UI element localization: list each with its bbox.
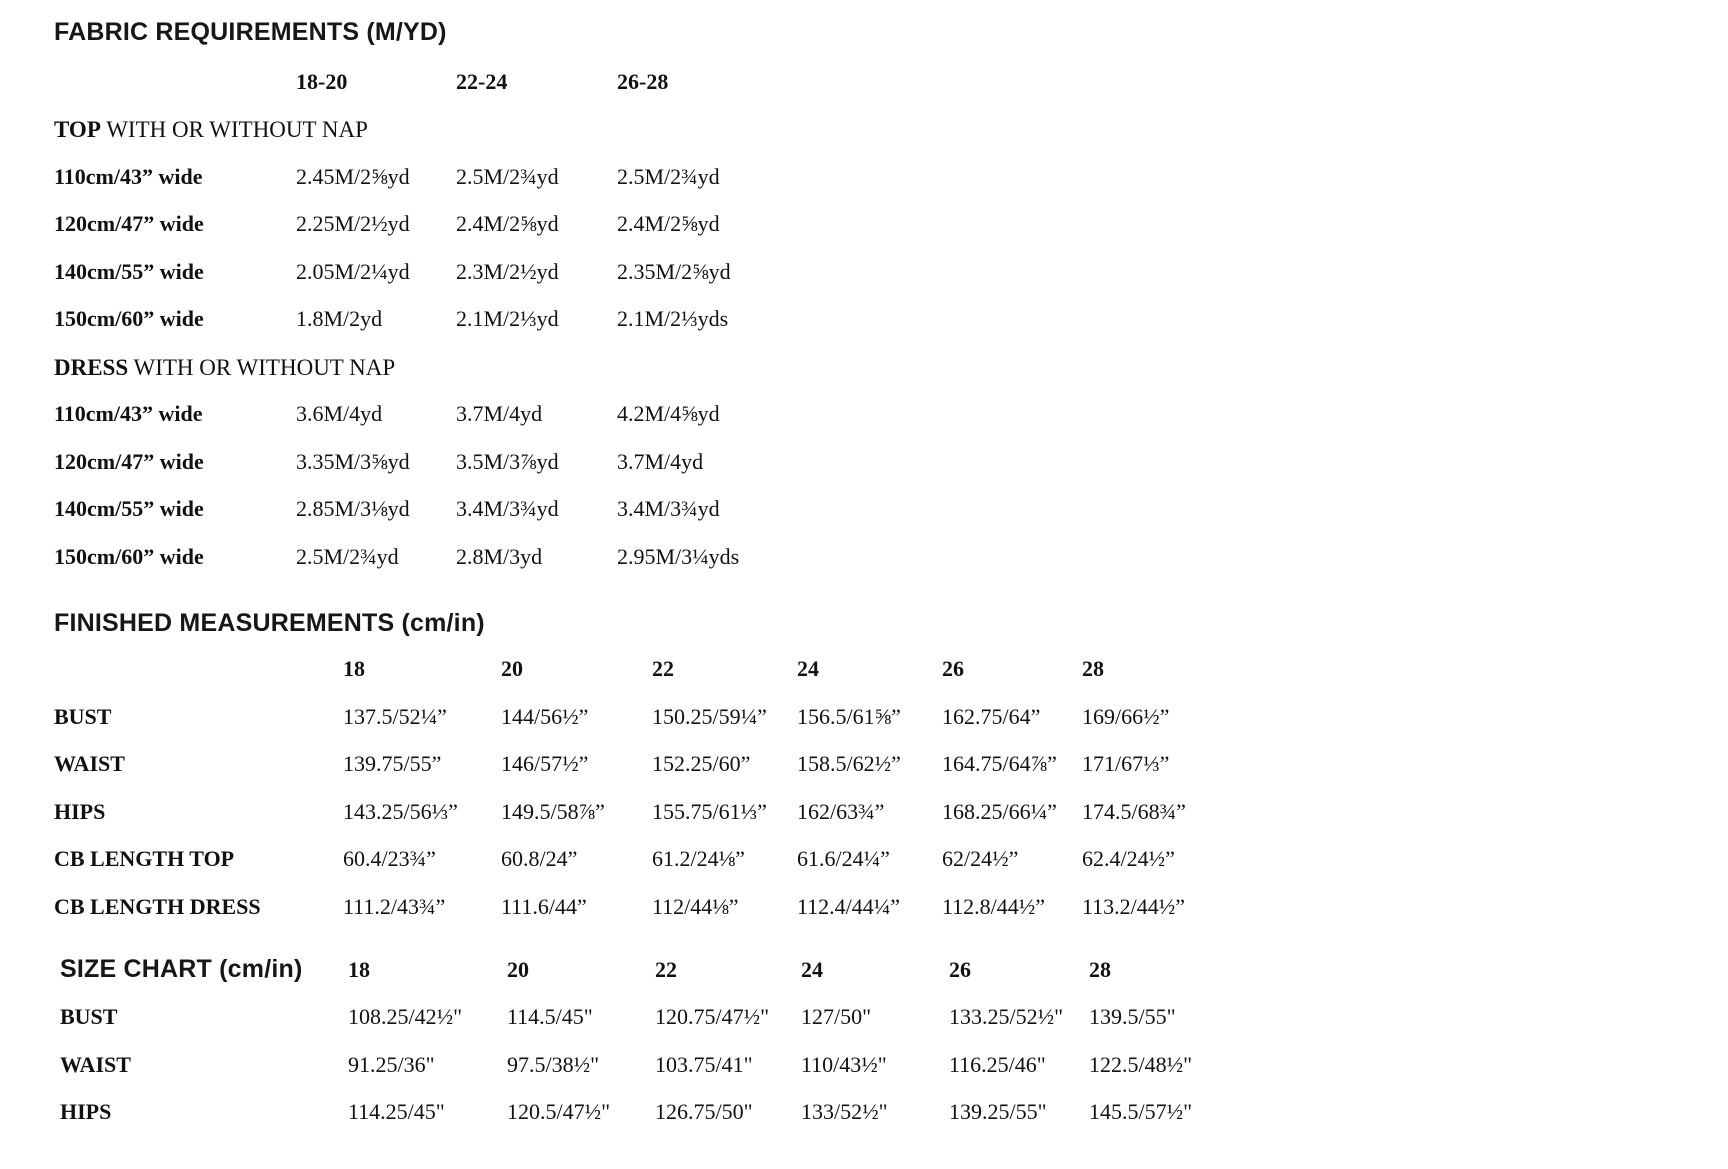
fabric-value: 2.35M/2⅝yd (617, 258, 731, 284)
fabric-value: 2.1M/2⅓yds (617, 306, 729, 332)
finished-value: 144/56½” (501, 703, 589, 729)
fabric-value: 2.85M/3⅛yd (296, 496, 410, 522)
top-section-title-bold: TOP (54, 117, 101, 143)
fabric-row-top-140 (54, 259, 1728, 307)
fabric-row-label: 110cm/43” wide (54, 401, 203, 427)
finished-value: 111.2/43¾” (343, 893, 446, 919)
size-value: 91.25/36" (348, 1051, 435, 1077)
fabric-value: 2.1M/2⅓yd (456, 306, 559, 332)
fabric-value: 2.95M/3¼yds (617, 543, 740, 569)
fabric-value: 3.6M/4yd (296, 401, 383, 427)
finished-measurements-section (54, 609, 1728, 941)
fabric-row-label: 150cm/60” wide (54, 543, 204, 569)
finished-row-hips (54, 799, 1728, 847)
size-value: 126.75/50" (655, 1099, 753, 1124)
fabric-value: 3.7M/4yd (617, 448, 704, 474)
fabric-value: 2.5M/2¾yd (456, 163, 559, 189)
fabric-value: 4.2M/4⅝yd (617, 401, 720, 427)
size-row-bust (60, 1004, 1728, 1052)
finished-row-bust (54, 704, 1728, 752)
fabric-col-header-22-24: 22-24 (456, 68, 508, 94)
finished-row-cb-length-top (54, 846, 1728, 894)
size-col-header-26: 26 (949, 957, 971, 982)
finished-value: 156.5/61⅝” (797, 703, 901, 729)
finished-value: 60.8/24” (501, 846, 578, 871)
finished-value: 112.4/44¼” (797, 893, 901, 919)
finished-value: 112/44⅛” (652, 893, 739, 919)
fabric-row-label: 110cm/43” wide (54, 163, 203, 189)
finished-value: 162/63¾” (797, 798, 885, 824)
finished-value: 113.2/44½” (1082, 893, 1186, 919)
finished-value: 62.4/24½” (1082, 846, 1175, 871)
finished-value: 150.25/59¼” (652, 703, 767, 729)
fabric-size-header-row (54, 69, 1728, 117)
fabric-value: 2.5M/2¾yd (296, 543, 399, 569)
finished-value: 171/67⅓” (1082, 751, 1170, 776)
size-value: 139.5/55" (1089, 1004, 1176, 1029)
size-value: 120.75/47½" (655, 1004, 770, 1029)
fabric-requirements-title: FABRIC REQUIREMENTS (M/YD) (54, 18, 447, 46)
finished-value: 146/57½” (501, 751, 589, 776)
finished-value: 143.25/56⅓” (343, 798, 458, 824)
fabric-row-top-110 (54, 164, 1728, 212)
size-row-label: WAIST (60, 1051, 131, 1077)
fabric-value: 2.25M/2½yd (296, 211, 410, 237)
fabric-requirements-section (54, 18, 1728, 591)
fabric-value: 2.05M/2¼yd (296, 258, 410, 284)
finished-row-waist (54, 751, 1728, 799)
size-col-header-22: 22 (655, 957, 677, 982)
fabric-value: 2.3M/2½yd (456, 258, 559, 284)
finished-row-label: HIPS (54, 798, 106, 824)
dress-section-title-bold: DRESS (54, 354, 129, 380)
size-chart-header-row (60, 955, 1728, 1004)
size-value: 133.25/52½" (949, 1004, 1064, 1029)
finished-value: 60.4/23¾” (343, 846, 436, 871)
size-col-header-28: 28 (1089, 957, 1111, 982)
fabric-row-dress-120 (54, 449, 1728, 497)
finished-value: 61.6/24¼” (797, 846, 890, 871)
finished-value: 174.5/68¾” (1082, 798, 1186, 824)
finished-value: 152.25/60” (652, 751, 751, 776)
finished-col-header-20: 20 (501, 656, 523, 681)
finished-value: 168.25/66¼” (942, 798, 1057, 824)
finished-value: 169/66½” (1082, 703, 1170, 729)
fabric-value: 3.4M/3¾yd (617, 496, 720, 522)
size-row-waist (60, 1052, 1728, 1100)
fabric-row-dress-110 (54, 401, 1728, 449)
size-col-header-20: 20 (507, 957, 529, 982)
fabric-row-label: 150cm/60” wide (54, 306, 204, 332)
finished-col-header-26: 26 (942, 656, 964, 681)
fabric-value: 3.4M/3¾yd (456, 496, 559, 522)
size-col-header-18: 18 (348, 957, 370, 982)
size-row-hips (60, 1099, 1728, 1147)
finished-row-label: BUST (54, 703, 112, 729)
fabric-row-label: 140cm/55” wide (54, 258, 204, 284)
fabric-row-label: 120cm/47” wide (54, 211, 204, 237)
finished-value: 164.75/64⅞” (942, 751, 1057, 776)
finished-row-label: CB LENGTH DRESS (54, 893, 261, 919)
top-section-title-rest: WITH OR WITHOUT NAP (100, 117, 368, 143)
fabric-value: 2.5M/2¾yd (617, 163, 720, 189)
fabric-value: 1.8M/2yd (296, 306, 383, 332)
fabric-value: 3.7M/4yd (456, 401, 543, 427)
dress-section-title (54, 354, 1728, 402)
size-value: 116.25/46" (949, 1051, 1046, 1077)
finished-col-header-24: 24 (797, 656, 819, 681)
fabric-value: 2.4M/2⅝yd (617, 211, 720, 237)
size-value: 133/52½" (801, 1099, 888, 1124)
size-value: 114.25/45" (348, 1099, 445, 1124)
finished-value: 139.75/55” (343, 751, 442, 776)
size-value: 145.5/57½" (1089, 1099, 1193, 1124)
size-value: 139.25/55" (949, 1099, 1047, 1124)
finished-value: 61.2/24⅛” (652, 846, 745, 871)
finished-value: 162.75/64” (942, 703, 1041, 729)
finished-col-header-22: 22 (652, 656, 674, 681)
finished-value: 158.5/62½” (797, 751, 901, 776)
size-row-label: HIPS (60, 1099, 112, 1124)
size-value: 97.5/38½" (507, 1051, 600, 1077)
finished-value: 137.5/52¼” (343, 703, 447, 729)
size-value: 127/50" (801, 1004, 872, 1029)
fabric-row-top-120 (54, 211, 1728, 259)
top-section-title (54, 116, 1728, 164)
fabric-row-dress-140 (54, 496, 1728, 544)
finished-value: 149.5/58⅞” (501, 798, 605, 824)
fabric-row-label: 140cm/55” wide (54, 496, 204, 522)
finished-value: 111.6/44” (501, 893, 587, 919)
finished-col-header-18: 18 (343, 656, 365, 681)
finished-size-header-row (54, 656, 1728, 704)
size-value: 122.5/48½" (1089, 1051, 1193, 1077)
finished-measurements-title: FINISHED MEASUREMENTS (cm/in) (54, 609, 485, 638)
finished-value: 62/24½” (942, 846, 1019, 871)
size-col-header-24: 24 (801, 957, 823, 982)
fabric-col-header-26-28: 26-28 (617, 68, 669, 94)
fabric-value: 2.8M/3yd (456, 543, 543, 569)
size-value: 110/43½" (801, 1051, 887, 1077)
finished-value: 155.75/61⅓” (652, 798, 767, 824)
size-chart-section (60, 955, 1728, 1147)
fabric-value: 2.4M/2⅝yd (456, 211, 559, 237)
fabric-row-dress-150 (54, 544, 1728, 592)
finished-col-header-28: 28 (1082, 656, 1104, 681)
finished-row-label: WAIST (54, 751, 125, 776)
fabric-row-label: 120cm/47” wide (54, 448, 204, 474)
fabric-value: 2.45M/2⅝yd (296, 163, 410, 189)
finished-value: 112.8/44½” (942, 893, 1046, 919)
size-chart-title: SIZE CHART (cm/in) (60, 955, 303, 983)
finished-row-cb-length-dress (54, 894, 1728, 942)
size-value: 120.5/47½" (507, 1099, 611, 1124)
size-row-label: BUST (60, 1004, 118, 1029)
dress-section-title-rest: WITH OR WITHOUT NAP (128, 354, 396, 380)
fabric-row-top-150 (54, 306, 1728, 354)
fabric-value: 3.35M/3⅝yd (296, 448, 410, 474)
finished-row-label: CB LENGTH TOP (54, 846, 235, 871)
size-value: 103.75/41" (655, 1051, 753, 1077)
fabric-col-header-18-20: 18-20 (296, 68, 348, 94)
size-value: 108.25/42½" (348, 1004, 463, 1029)
fabric-value: 3.5M/3⅞yd (456, 448, 559, 474)
size-value: 114.5/45" (507, 1004, 593, 1029)
